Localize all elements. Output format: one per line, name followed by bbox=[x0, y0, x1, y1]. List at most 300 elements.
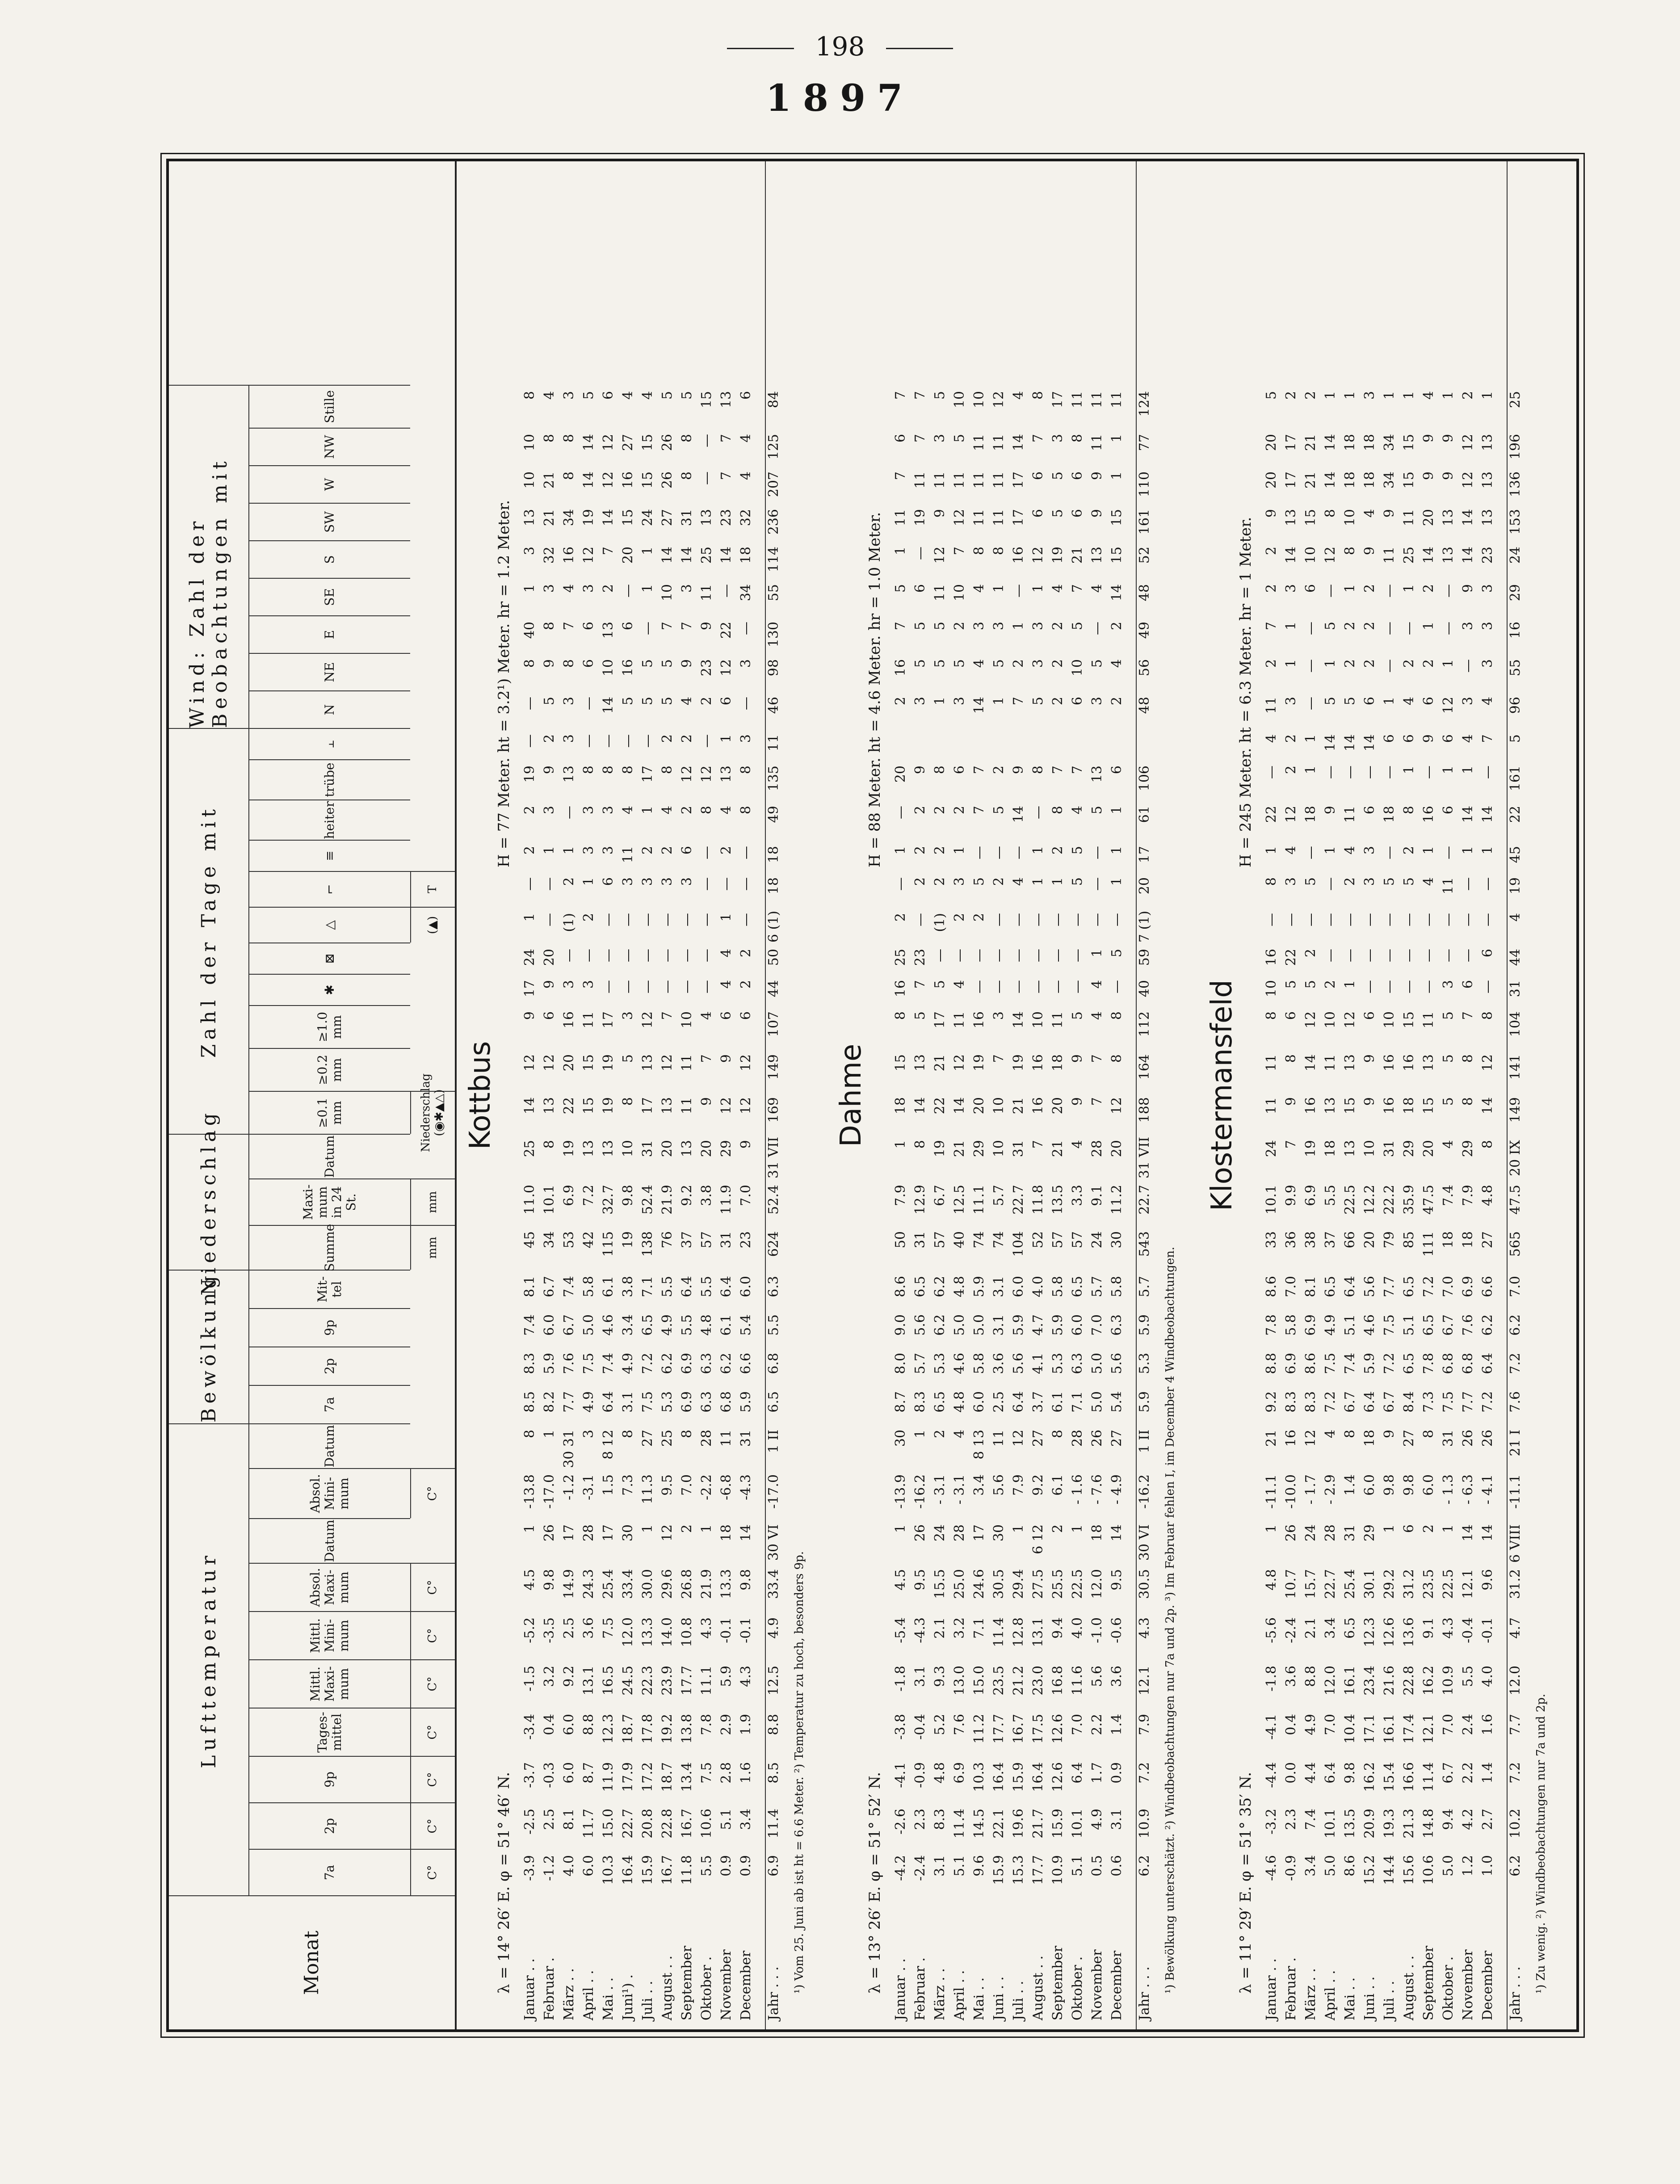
table-cell: 9 bbox=[1283, 1097, 1299, 1106]
table-cell: 5.0 bbox=[952, 1314, 967, 1336]
table-cell: 55 bbox=[1508, 659, 1523, 677]
table-cell: 6.5 bbox=[640, 1314, 655, 1336]
table-cell: 5 bbox=[932, 391, 948, 400]
table-cell: 6.7 bbox=[542, 1276, 557, 1297]
table-cell: 4.0 bbox=[1480, 1666, 1495, 1687]
table-cell: 9 bbox=[1264, 509, 1279, 518]
table-cell: 14 bbox=[522, 1097, 538, 1115]
table-cell: 2 bbox=[1303, 391, 1319, 400]
table-cell: 13.5 bbox=[1342, 1809, 1358, 1839]
table-cell: 8.3 bbox=[522, 1353, 538, 1374]
table-cell: 9.9 bbox=[1283, 1185, 1299, 1206]
col-unit: mm bbox=[410, 1225, 455, 1270]
table-cell: 6.1 bbox=[1050, 1474, 1066, 1496]
table-cell: 8.6 bbox=[1342, 1855, 1358, 1877]
table-cell: 1 bbox=[1323, 846, 1338, 855]
table-cell: — bbox=[1480, 913, 1495, 926]
table-cell: 25.5 bbox=[1050, 1569, 1066, 1599]
table-cell: 7.0 bbox=[679, 1474, 695, 1496]
table-cell: 23.5 bbox=[1421, 1569, 1436, 1599]
table-cell: 5 bbox=[912, 622, 928, 631]
table-cell: 8 bbox=[1030, 766, 1046, 774]
table-cell: 6.9 bbox=[1303, 1314, 1319, 1336]
table-cell: 1 bbox=[1382, 1524, 1397, 1533]
cell-month: April . . bbox=[1323, 1970, 1338, 2020]
table-cell: 7 bbox=[1480, 734, 1495, 743]
table-cell: 5 bbox=[932, 659, 948, 668]
table-cell: 28 bbox=[581, 1524, 596, 1542]
table-cell: -4.4 bbox=[1264, 1762, 1279, 1788]
col-header: Absol. Mini-mum bbox=[249, 1468, 410, 1518]
table-cell: — bbox=[991, 846, 1007, 859]
table-cell: 8 bbox=[738, 806, 754, 815]
table-cell: 11 bbox=[932, 584, 948, 602]
table-cell: 3.6 bbox=[581, 1617, 596, 1639]
table-cell: 14 bbox=[1460, 1524, 1476, 1542]
table-cell: 29.6 bbox=[659, 1569, 675, 1599]
table-cell: 7.5 bbox=[1441, 1391, 1456, 1413]
table-cell: -4.3 bbox=[912, 1617, 928, 1643]
table-cell: 12 bbox=[932, 547, 948, 564]
table-cell: 9.2 bbox=[561, 1666, 577, 1687]
table-cell: 20 bbox=[561, 1054, 577, 1072]
table-cell: 6.9 bbox=[1303, 1185, 1319, 1206]
table-cell: 74 bbox=[991, 1231, 1007, 1249]
table-cell: 5 bbox=[1283, 980, 1299, 989]
table-cell: 2 bbox=[1401, 846, 1417, 855]
table-cell: 5 bbox=[1070, 877, 1085, 886]
table-cell: 1 bbox=[893, 1524, 908, 1533]
table-cell: 1 bbox=[1323, 659, 1338, 668]
table-cell: 3 bbox=[738, 659, 754, 668]
table-cell: — bbox=[1401, 980, 1417, 993]
table-cell: 6 (1) bbox=[766, 910, 781, 943]
table-cell: 7.2 bbox=[581, 1185, 596, 1206]
table-cell: 15 bbox=[1401, 434, 1417, 451]
table-frame bbox=[166, 159, 1579, 2032]
col-header: ✱ bbox=[249, 974, 410, 1005]
rotated-table bbox=[169, 161, 1576, 2029]
table-cell: - 1.7 bbox=[1303, 1474, 1319, 1505]
table-cell: 9 bbox=[932, 509, 948, 518]
table-cell: — bbox=[1050, 949, 1066, 962]
table-cell: 9 bbox=[718, 1054, 734, 1063]
table-cell: 59 bbox=[1137, 949, 1152, 966]
table-cell: 7 bbox=[659, 1011, 675, 1020]
table-cell: 6.9 bbox=[561, 1185, 577, 1206]
table-cell: — bbox=[1011, 949, 1026, 962]
col-header: Maxi-mum in 24 St. bbox=[249, 1178, 410, 1225]
table-cell: 4 bbox=[1441, 1140, 1456, 1149]
table-cell: — bbox=[1011, 913, 1026, 926]
table-cell: 12.0 bbox=[620, 1617, 636, 1647]
table-cell: -3.2 bbox=[1264, 1809, 1279, 1835]
table-cell: 14 bbox=[1323, 734, 1338, 752]
table-cell: 1 bbox=[561, 846, 577, 855]
table-cell: -3.4 bbox=[522, 1714, 538, 1740]
table-cell: 5 bbox=[1342, 697, 1358, 706]
table-cell: 2 bbox=[912, 806, 928, 815]
table-cell: 8.5 bbox=[522, 1391, 538, 1413]
table-cell: 6.8 bbox=[1441, 1353, 1456, 1374]
table-cell: 24 bbox=[932, 1524, 948, 1542]
table-cell: 29 bbox=[718, 1140, 734, 1157]
table-cell: 169 bbox=[766, 1097, 781, 1123]
table-cell: 5.1 bbox=[718, 1809, 734, 1830]
table-cell: 24 bbox=[1303, 1524, 1319, 1542]
table-cell: 0.9 bbox=[738, 1855, 754, 1877]
table-row bbox=[1382, 161, 1397, 2029]
table-cell: 48 bbox=[1137, 584, 1152, 602]
table-cell: 21 bbox=[1264, 1430, 1279, 1447]
table-cell: 4 bbox=[561, 584, 577, 593]
table-cell: 16 bbox=[1508, 622, 1523, 639]
table-cell: 6.7 bbox=[1441, 1314, 1456, 1336]
table-cell: 29 bbox=[971, 1140, 987, 1157]
table-cell: 15 bbox=[1303, 509, 1319, 526]
table-cell: 13.1 bbox=[581, 1666, 596, 1696]
table-cell: 52 bbox=[1030, 1231, 1046, 1249]
table-cell: — bbox=[699, 913, 714, 926]
table-cell: 4.6 bbox=[601, 1314, 616, 1336]
table-cell: 31 bbox=[912, 1231, 928, 1249]
table-cell: 4.2 bbox=[1460, 1809, 1476, 1830]
table-cell: — bbox=[1089, 877, 1105, 891]
table-cell: 7.7 bbox=[1382, 1276, 1397, 1297]
table-cell: 13 bbox=[1342, 1054, 1358, 1072]
table-cell: 11.7 bbox=[581, 1809, 596, 1839]
col-header: 2p bbox=[249, 1802, 410, 1849]
station-coords: λ = 13° 26′ E. φ = 51° 52′ N. bbox=[866, 1772, 884, 1994]
table-cell: — bbox=[1362, 766, 1378, 779]
table-cell: 2 bbox=[679, 734, 695, 743]
table-cell: 9.8 bbox=[542, 1569, 557, 1591]
table-cell: 2 bbox=[1362, 659, 1378, 668]
table-cell: 2 bbox=[991, 877, 1007, 886]
table-cell: 104 bbox=[1508, 1011, 1523, 1037]
table-cell: 1 bbox=[640, 1524, 655, 1533]
table-cell: 10 bbox=[1342, 509, 1358, 526]
table-cell: 2 bbox=[659, 734, 675, 743]
table-cell: 18 bbox=[1382, 806, 1397, 823]
table-cell: 15.9 bbox=[640, 1855, 655, 1885]
table-cell: 5 bbox=[1050, 471, 1066, 480]
table-cell: 17 bbox=[1011, 471, 1026, 489]
table-cell: 6 bbox=[620, 622, 636, 631]
table-cell: 565 bbox=[1508, 1231, 1523, 1257]
table-cell: 6.4 bbox=[1362, 1391, 1378, 1413]
table-row bbox=[1401, 161, 1416, 2029]
table-cell: 1.6 bbox=[1480, 1714, 1495, 1735]
col-unit: Niederschlag (◉✱▲△) bbox=[410, 1091, 455, 1134]
table-cell: 3 bbox=[1283, 697, 1299, 706]
table-cell: 4 bbox=[738, 434, 754, 443]
table-cell: 8.3 bbox=[912, 1391, 928, 1413]
table-cell: 2.1 bbox=[932, 1617, 948, 1639]
table-cell: 1 bbox=[542, 1430, 557, 1439]
table-cell: 50 bbox=[766, 949, 781, 966]
table-cell: 57 bbox=[1070, 1231, 1085, 1249]
table-cell: 3.4 bbox=[971, 1474, 987, 1496]
table-cell: 9.8 bbox=[1382, 1474, 1397, 1496]
table-cell: — bbox=[1030, 806, 1046, 819]
table-cell: 8 bbox=[1264, 1011, 1279, 1020]
table-cell: 9 bbox=[542, 766, 557, 774]
table-cell: 1 bbox=[952, 846, 967, 855]
table-cell: 4.8 bbox=[952, 1391, 967, 1413]
table-cell: 4 bbox=[1011, 877, 1026, 886]
station-coords: λ = 14° 26′ E. φ = 51° 46′ N. bbox=[495, 1772, 513, 1994]
table-cell: 135 bbox=[766, 766, 781, 791]
table-cell: 12 bbox=[952, 1054, 967, 1072]
table-cell: 22.8 bbox=[1401, 1666, 1417, 1696]
table-cell: 8 bbox=[1421, 1430, 1436, 1439]
table-cell: 20 bbox=[893, 766, 908, 783]
table-cell: 5.9 bbox=[971, 1276, 987, 1297]
table-cell: 8 bbox=[1109, 1054, 1125, 1063]
table-cell: 16.1 bbox=[1342, 1666, 1358, 1696]
table-cell: 16.7 bbox=[1011, 1714, 1026, 1744]
table-cell: — bbox=[1382, 913, 1397, 926]
table-cell: 27.5 bbox=[1030, 1569, 1046, 1599]
table-cell: -13.9 bbox=[893, 1474, 908, 1509]
table-cell: 6.0 bbox=[581, 1855, 596, 1877]
table-cell: 23 bbox=[738, 1231, 754, 1249]
table-cell: 5 bbox=[893, 584, 908, 593]
table-cell: — bbox=[1011, 846, 1026, 859]
table-cell: — bbox=[561, 949, 577, 962]
cell-month: August . . bbox=[1401, 1955, 1417, 2020]
table-cell: 2.4 bbox=[1460, 1714, 1476, 1735]
table-cell: 1 bbox=[1283, 622, 1299, 631]
table-cell: 3.2 bbox=[542, 1666, 557, 1687]
table-cell: 55 bbox=[766, 584, 781, 602]
table-cell: — bbox=[1441, 846, 1456, 859]
table-cell: — bbox=[620, 734, 636, 748]
table-cell: 25 bbox=[699, 547, 714, 564]
table-cell: 4.3 bbox=[699, 1617, 714, 1639]
table-cell: 6.6 bbox=[738, 1353, 754, 1374]
table-cell: 2 bbox=[1421, 1524, 1436, 1533]
table-cell: 6.2 bbox=[1137, 1855, 1152, 1877]
table-cell: 13 bbox=[561, 766, 577, 783]
table-cell: — bbox=[991, 980, 1007, 993]
table-cell: 3.1 bbox=[620, 1391, 636, 1413]
table-cell: 25 bbox=[1401, 547, 1417, 564]
table-cell: 10 bbox=[952, 584, 967, 602]
table-cell: 19 bbox=[971, 1054, 987, 1072]
table-cell: 7.4 bbox=[601, 1353, 616, 1374]
table-cell: 61 bbox=[1137, 806, 1152, 823]
cell-month: März . . bbox=[932, 1968, 948, 2020]
table-cell: 11 bbox=[1323, 1054, 1338, 1072]
table-cell: — bbox=[1401, 949, 1417, 962]
table-cell: 13 bbox=[1342, 1140, 1358, 1157]
table-cell: 3.3 bbox=[1070, 1185, 1085, 1206]
table-cell: 14 bbox=[1480, 1524, 1495, 1542]
table-cell: 23 bbox=[718, 509, 734, 526]
table-cell: 6.5 bbox=[1323, 1276, 1338, 1297]
table-cell: — bbox=[679, 980, 695, 993]
table-cell: 14 bbox=[601, 509, 616, 526]
table-cell: 2 bbox=[561, 877, 577, 886]
table-header bbox=[169, 161, 457, 2029]
station-footnotes: ¹) Vom 25. Juni ab ist ht = 6.6 Meter. ²) Temperatur zu hoch, besonders 9p. bbox=[793, 1551, 806, 1994]
table-cell: 2 bbox=[738, 949, 754, 958]
table-cell: 196 bbox=[1508, 434, 1523, 460]
table-cell: 7 bbox=[1283, 1140, 1299, 1149]
table-cell: 110 bbox=[1137, 471, 1152, 497]
table-cell: 5 bbox=[1030, 697, 1046, 706]
table-cell: 3 bbox=[679, 584, 695, 593]
table-cell: 9 bbox=[1362, 547, 1378, 555]
table-cell: 4.3 bbox=[1137, 1617, 1152, 1639]
table-cell: 5 bbox=[1508, 734, 1523, 743]
table-cell: 3 bbox=[581, 806, 596, 815]
table-cell: 24.6 bbox=[971, 1569, 987, 1599]
cell-month: Mai . . bbox=[601, 1977, 616, 2020]
table-cell: 26 bbox=[1460, 1430, 1476, 1447]
table-cell: 22.5 bbox=[1441, 1569, 1456, 1599]
table-cell: 6 bbox=[893, 434, 908, 443]
table-cell: 28 bbox=[1089, 1140, 1105, 1157]
table-cell: 8.6 bbox=[1264, 1276, 1279, 1297]
col-header: NW bbox=[249, 428, 410, 465]
table-cell: 8.3 bbox=[1283, 1391, 1299, 1413]
table-cell: 21.9 bbox=[699, 1569, 714, 1599]
col-header: ⌐ bbox=[249, 871, 410, 907]
table-cell: 13 bbox=[659, 1097, 675, 1115]
table-cell: — bbox=[1323, 877, 1338, 891]
table-cell: 12 bbox=[679, 766, 695, 783]
table-cell: — bbox=[1323, 949, 1338, 962]
table-cell: 11 bbox=[1421, 1011, 1436, 1029]
table-cell: 13.5 bbox=[1050, 1185, 1066, 1215]
table-cell: 7 bbox=[1030, 1140, 1046, 1149]
cell-month: April . . bbox=[952, 1970, 967, 2020]
cell-month: December bbox=[1480, 1950, 1495, 2020]
table-cell: -0.9 bbox=[912, 1762, 928, 1788]
table-row bbox=[620, 161, 635, 2029]
table-cell: 19 bbox=[912, 509, 928, 526]
table-cell: 8 bbox=[601, 766, 616, 774]
table-cell: 188 bbox=[1137, 1097, 1152, 1123]
table-cell: 5.4 bbox=[1109, 1391, 1125, 1413]
table-cell: 207 bbox=[766, 471, 781, 497]
table-cell: — bbox=[1283, 913, 1299, 926]
table-cell: — bbox=[640, 949, 655, 962]
table-cell: 3 bbox=[561, 734, 577, 743]
table-cell: 8 bbox=[1050, 806, 1066, 815]
table-cell: 17.7 bbox=[679, 1666, 695, 1696]
table-cell: 5.0 bbox=[971, 1314, 987, 1336]
table-cell: 7 bbox=[699, 1054, 714, 1063]
table-cell: 18 bbox=[738, 547, 754, 564]
table-row bbox=[1421, 161, 1436, 2029]
table-cell: 16 bbox=[893, 980, 908, 997]
table-cell: 7.8 bbox=[1421, 1353, 1436, 1374]
table-cell: 2 bbox=[522, 806, 538, 815]
table-cell: 10.9 bbox=[1137, 1809, 1152, 1839]
table-cell: 8 bbox=[522, 1430, 538, 1439]
table-cell: 16 bbox=[1401, 1054, 1417, 1072]
table-cell: 16 bbox=[1421, 806, 1436, 823]
table-cell: 6 bbox=[738, 391, 754, 400]
table-cell: 3 bbox=[1480, 659, 1495, 668]
table-cell: 6.3 bbox=[1070, 1353, 1085, 1374]
table-cell: 22 bbox=[718, 622, 734, 639]
table-cell: 16 bbox=[1303, 1097, 1319, 1115]
table-cell: 28 bbox=[1323, 1524, 1338, 1542]
table-cell: 5 bbox=[971, 877, 987, 886]
cell-month: December bbox=[1109, 1950, 1125, 2020]
table-cell: 8 bbox=[1480, 1140, 1495, 1149]
table-cell: 9 bbox=[1362, 1097, 1378, 1106]
table-cell: — bbox=[1460, 659, 1476, 673]
table-cell: 10 bbox=[522, 471, 538, 489]
table-cell: 7.3 bbox=[1421, 1391, 1436, 1413]
table-cell: - 2.9 bbox=[1323, 1474, 1338, 1505]
table-cell: 19 bbox=[601, 1097, 616, 1115]
table-cell: 11 bbox=[620, 846, 636, 863]
table-cell: — bbox=[1303, 846, 1319, 859]
table-cell: 19 bbox=[1050, 547, 1066, 564]
table-cell: 14 bbox=[581, 471, 596, 489]
table-row bbox=[1480, 161, 1495, 2029]
table-cell: 6 bbox=[601, 391, 616, 400]
table-cell: 10 bbox=[1323, 1011, 1338, 1029]
table-cell: 1 bbox=[718, 913, 734, 922]
table-cell: 4.8 bbox=[699, 1314, 714, 1336]
table-cell: 4 bbox=[1460, 734, 1476, 743]
table-cell: 31 VII bbox=[1137, 1136, 1152, 1178]
table-cell: 21.2 bbox=[1011, 1666, 1026, 1696]
table-cell: 13 bbox=[581, 1140, 596, 1157]
table-cell: 5 bbox=[1109, 949, 1125, 958]
table-cell: 9.6 bbox=[1480, 1569, 1495, 1591]
table-cell: 10.1 bbox=[542, 1185, 557, 1215]
table-cell: 2 bbox=[1050, 622, 1066, 631]
cell-month: Januar . . bbox=[893, 1958, 908, 2020]
table-cell: 13 bbox=[699, 509, 714, 526]
table-cell: 18.7 bbox=[659, 1762, 675, 1792]
table-cell: 1.4 bbox=[1109, 1714, 1125, 1735]
table-cell: 3.1 bbox=[932, 1855, 948, 1877]
table-cell: — bbox=[601, 913, 616, 926]
table-cell: 29 bbox=[1508, 584, 1523, 602]
table-cell: 1 bbox=[912, 1430, 928, 1439]
table-cell: 26 bbox=[912, 1524, 928, 1542]
table-cell: 22.7 bbox=[1323, 1569, 1338, 1599]
table-cell: 1 II bbox=[766, 1430, 781, 1453]
table-cell: 31.2 bbox=[1508, 1569, 1523, 1599]
table-cell: 8.7 bbox=[581, 1762, 596, 1784]
table-cell: 5 bbox=[1441, 1011, 1456, 1020]
table-cell: -4.3 bbox=[738, 1474, 754, 1500]
table-cell: 18 bbox=[1441, 1231, 1456, 1249]
table-cell: 34 bbox=[738, 584, 754, 602]
table-cell: 9.4 bbox=[1050, 1617, 1066, 1639]
table-cell: 26 bbox=[659, 434, 675, 451]
table-cell: 2 bbox=[1050, 659, 1066, 668]
col-unit: C° bbox=[410, 1468, 455, 1518]
table-cell: 5 bbox=[1264, 391, 1279, 400]
table-cell: — bbox=[1421, 913, 1436, 926]
table-cell: -13.8 bbox=[522, 1474, 538, 1509]
table-cell: 7.1 bbox=[971, 1617, 987, 1639]
table-cell: 1 bbox=[1030, 584, 1046, 593]
table-cell: 2 bbox=[1011, 659, 1026, 668]
